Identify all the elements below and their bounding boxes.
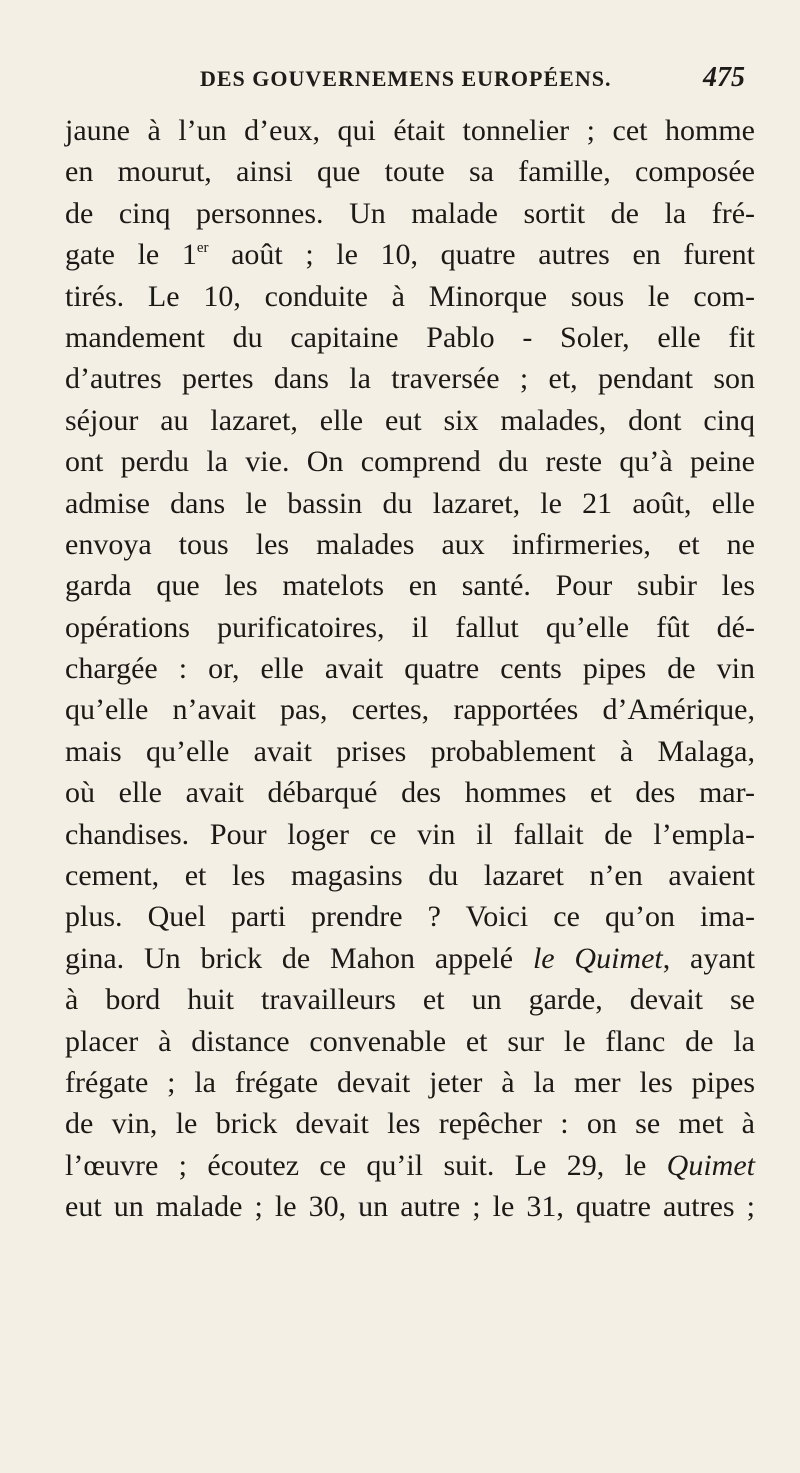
text-line: frégate ; la frégate devait jeter à la mer les pipes (65, 1065, 755, 1099)
text-line: où elle avait débarqué des hommes et des mar- (65, 776, 755, 810)
running-head (200, 62, 745, 98)
text-line: gate le 1er août ; le 10, quatre autres en furent (65, 238, 755, 272)
text-line: plus. Quel parti prendre ? Voici ce qu’on ima- (65, 900, 755, 934)
text-line: chandises. Pour loger ce vin il fallait de l’empla- (65, 817, 755, 851)
text-line: l’œuvre ; écoutez ce qu’il suit. Le 29, le Quimet (65, 1148, 755, 1182)
ship-name-italic: le Quimet (532, 941, 663, 975)
text-line: de vin, le brick devait les repêcher : on se met à (65, 1107, 755, 1141)
text-line: placer à distance convenable et sur le flanc de la (65, 1024, 755, 1058)
running-head-title: DES GOUVERNEMENS EUROPÉENS. (200, 66, 612, 91)
text-line: gina. Un brick de Mahon appelé le Quimet, ayant (65, 941, 755, 975)
text-line: garda que les matelots en santé. Pour subir les (65, 569, 755, 603)
page-number: 475 (703, 62, 745, 93)
text-line: admise dans le bassin du lazaret, le 21 août, elle (65, 486, 755, 520)
text-line: qu’elle n’avait pas, certes, rapportées d’Amérique, (65, 693, 755, 727)
ship-name-italic: Quimet (666, 1148, 755, 1182)
text-line: cement, et les magasins du lazaret n’en avaient (65, 859, 755, 893)
text-line: en mourut, ainsi que toute sa famille, composée (65, 155, 755, 189)
text-line: mais qu’elle avait prises probablement à Malaga, (65, 734, 755, 768)
text-line: séjour au lazaret, elle eut six malades, dont cinq (65, 403, 755, 437)
text-line: ont perdu la vie. On comprend du reste qu’à peine (65, 445, 755, 479)
text-line: à bord huit travailleurs et un garde, devait se (65, 983, 755, 1017)
text-line: de cinq personnes. Un malade sortit de la fré- (65, 196, 755, 230)
text-line: opérations purificatoires, il fallut qu’elle fût dé- (65, 610, 755, 644)
text-line: eut un malade ; le 30, un autre ; le 31, quatre autres ; (65, 1190, 755, 1224)
text-line: mandement du capitaine Pablo - Soler, elle fit (65, 320, 755, 354)
text-line: d’autres pertes dans la traversée ; et, pendant son (65, 362, 755, 396)
text-line: envoya tous les malades aux infirmeries, et ne (65, 527, 755, 561)
text-line: chargée : or, elle avait quatre cents pipes de vin (65, 652, 755, 686)
text-line: tirés. Le 10, conduite à Minorque sous le com- (65, 279, 755, 313)
ordinal-superscript: er (196, 240, 209, 257)
text-line: jaune à l’un d’eux, qui était tonnelier ; cet homme (65, 114, 755, 147)
body-text (65, 110, 755, 1228)
